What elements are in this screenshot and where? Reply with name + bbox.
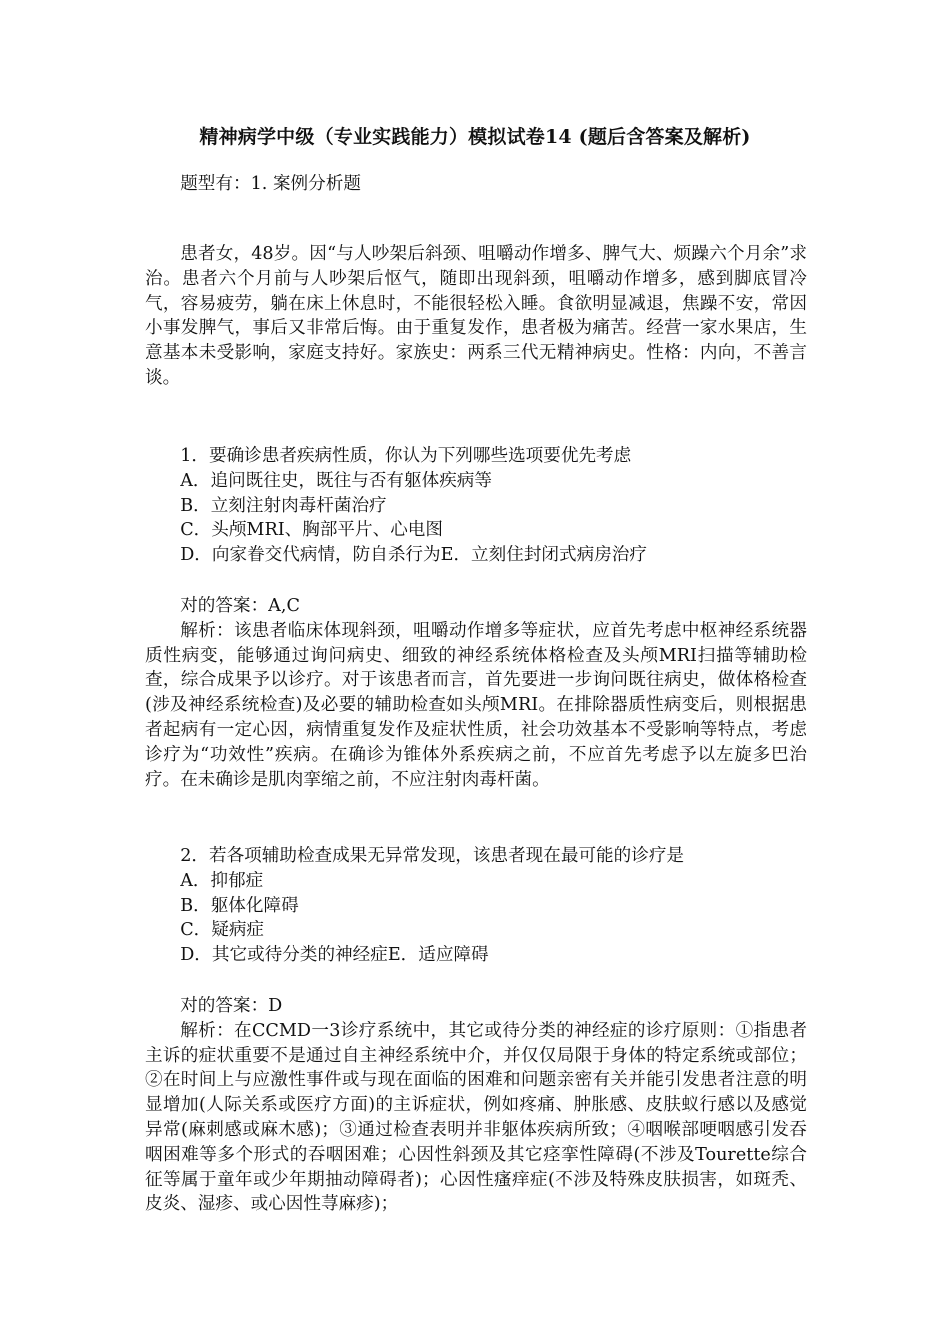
correct-answer: 对的答案：A,C <box>180 596 300 616</box>
question-type: 题型有：1. 案例分析题 <box>180 174 361 194</box>
case-description-block <box>145 242 807 391</box>
analysis-text: 解析：该患者临床体现斜颈，咀嚼动作增多等症状，应首先考虑中枢神经系统器质性病变，能够通过询问病史、细致的神经系统体格检查及头颅MRI扫描等辅助检查，综合成果予以诊疗。对于该患者而言，首先要进一步询问既往病史，做体格检查(涉及神经系统检查)及必要的辅助检查如头颅MRI。在排除器质性病变后，则根据患者起病有一定心因，病情重复发作及症状性质，社会功效基本不受影响等特点，考虑诊疗为“功效性”疾病。在确诊为锥体外系疾病之前，不应首先考虑予以左旋多巴治疗。在未确诊是肌肉挛缩之前，不应注射肉毒杆菌。 <box>145 620 807 790</box>
answer-1 <box>145 594 807 792</box>
option-b: B．躯体化障碍 <box>180 895 299 916</box>
option-b: B．立刻注射肉毒杆菌治疗 <box>180 495 387 516</box>
correct-answer: 对的答案：D <box>180 996 283 1016</box>
question-stem: 1．要确诊患者疾病性质，你认为下列哪些选项要优先考虑 <box>180 446 632 466</box>
option-c: C．疑病症 <box>180 920 265 941</box>
option-a: A．抑郁症 <box>180 870 264 891</box>
answer-2 <box>145 994 807 1217</box>
document-title: 精神病学中级（专业实践能力）模拟试卷14 (题后含答案及解析) <box>199 126 751 148</box>
option-d-e: D．其它或待分类的神经症E．适应障碍 <box>180 945 489 966</box>
analysis-text: 解析：在CCMD一3诊疗系统中，其它或待分类的神经症的诊疗原则：①指患者主诉的症状重要不是通过自主神经系统中介，并仅仅局限于身体的特定系统或部位；②在时间上与应激性事件或与现在面临的困难和问题亲密有关并能引发患者注意的明显增加(人际关系或医疗方面)的主诉症状，例如疼痛、肿胀感、皮肤蚁行感以及感觉异常(麻刺感或麻木感)；③通过检查表明并非躯体疾病所致；④咽喉部哽咽感引发吞咽困难等多个形式的吞咽困难；心因性斜颈及其它痉挛性障碍(不涉及Tourette综合征等属于童年或少年期抽动障碍者)；心因性瘙痒症(不涉及特殊皮肤损害，如斑秃、皮炎、湿疹、或心因性荨麻疹)； <box>145 1020 807 1215</box>
question-1 <box>145 444 807 568</box>
case-description: 患者女，48岁。因“与人吵架后斜颈、咀嚼动作增多、脾气大、烦躁六个月余”求治。患者六个月前与人吵架后怄气，随即出现斜颈，咀嚼动作增多，感到脚底冒冷气，容易疲劳，躺在床上休息时，不能很轻松入睡。食欲明显减退，焦躁不安，常因小事发脾气，事后又非常后悔。由于重复发作，患者极为痛苦。经营一家水果店，生意基本未受影响，家庭支持好。家族史：两系三代无精神病史。性格：内向，不善言谈。 <box>145 244 807 388</box>
option-a: A．追问既往史，既往与否有躯体疾病等 <box>180 470 492 491</box>
question-2 <box>145 844 807 968</box>
option-c: C．头颅MRI、胸部平片、心电图 <box>180 520 443 541</box>
question-type-block <box>145 172 807 197</box>
option-d-e: D．向家眷交代病情，防自杀行为E．立刻住封闭式病房治疗 <box>180 545 647 566</box>
question-stem: 2．若各项辅助检查成果无异常发现，该患者现在最可能的诊疗是 <box>180 846 685 866</box>
